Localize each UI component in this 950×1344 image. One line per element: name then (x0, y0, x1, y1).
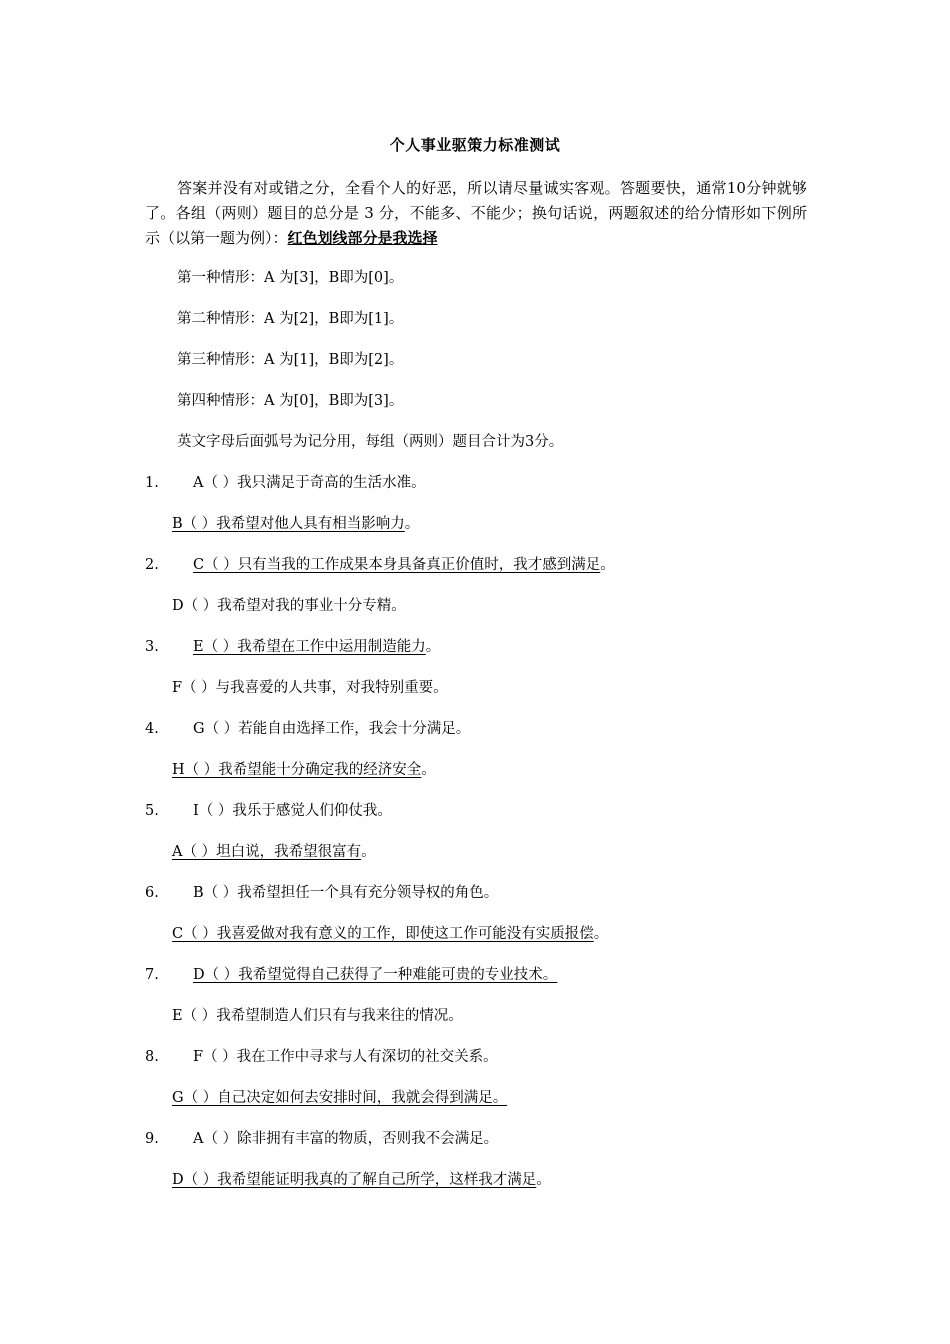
selected-option-text: D（ ）我希望能证明我真的了解自己所学，这样我才满足 (172, 1172, 537, 1188)
selected-option-text: E（ ）我希望在工作中运用制造能力 (193, 639, 426, 655)
question-2-b (172, 594, 406, 615)
question-number: 1. (145, 475, 159, 491)
question-number: 2. (145, 557, 159, 573)
option-text: B（ ）我希望担任一个具有充分领导权的角色。 (193, 885, 499, 901)
selected-option-text: H（ ）我希望能十分确定我的经济安全 (172, 762, 422, 778)
punctuation: 。 (536, 1172, 551, 1188)
case-line: 第四种情形：A 为[0]，B即为[3]。 (177, 393, 404, 409)
punctuation: 。 (404, 516, 420, 532)
question-1-a (145, 471, 426, 492)
punctuation: 。 (425, 639, 441, 655)
question-2-a (145, 553, 615, 574)
question-3-a (145, 635, 440, 656)
question-9-b (172, 1168, 551, 1189)
page-title: 个人事业驱策力标准测试 (389, 136, 561, 154)
question-9-a (145, 1127, 498, 1148)
selected-option-text: D（ ）我希望觉得自己获得了一种难能可贵的专业技术。 (193, 967, 558, 983)
option-text: A（ ）除非拥有丰富的物质，否则我不会满足。 (193, 1131, 499, 1147)
option-text: I（ ）我乐于感觉人们仰仗我。 (193, 803, 392, 819)
selected-option-text: C（ ）只有当我的工作成果本身具备真正价值时，我才感到满足 (193, 557, 601, 573)
punctuation: 。 (600, 557, 615, 573)
punctuation: 。 (361, 844, 376, 860)
selected-option-text: A（ ）坦白说，我希望很富有 (172, 844, 362, 860)
intro-paragraph (145, 176, 807, 251)
question-number: 7. (145, 967, 159, 983)
scoring-note: 英文字母后面弧号为记分用，每组（两则）题目合计为3分。 (177, 434, 564, 450)
question-1-b (172, 512, 419, 533)
question-5-b (172, 840, 376, 861)
question-4-b (172, 758, 436, 779)
selected-option-text: G（ ）自己决定如何去安排时间，我就会得到满足。 (172, 1090, 508, 1106)
selected-option-text: C（ ）我喜爱做对我有意义的工作，即使这工作可能没有实质报偿 (172, 926, 594, 942)
question-number: 6. (145, 885, 159, 901)
punctuation: 。 (421, 762, 436, 778)
question-6-a (145, 881, 498, 902)
question-number: 4. (145, 721, 159, 737)
option-text: F（ ）与我喜爱的人共事，对我特别重要。 (172, 680, 448, 696)
question-3-b (172, 676, 448, 697)
option-text: D（ ）我希望对我的事业十分专精。 (172, 598, 406, 614)
punctuation: 。 (593, 926, 609, 942)
question-6-b (172, 922, 608, 943)
question-number: 9. (145, 1131, 159, 1147)
option-text: G（ ）若能自由选择工作，我会十分满足。 (193, 721, 471, 737)
case-line: 第二种情形：A 为[2]，B即为[1]。 (177, 311, 404, 327)
option-text: A（ ）我只满足于奇高的生活水准。 (193, 475, 426, 491)
intro-highlight: 红色划线部分是我选择 (287, 229, 438, 247)
question-number: 5. (145, 803, 159, 819)
option-text: F（ ）我在工作中寻求与人有深切的社交关系。 (193, 1049, 498, 1065)
question-8-b (172, 1086, 507, 1107)
question-7-b (172, 1004, 463, 1025)
question-8-a (145, 1045, 498, 1066)
question-number: 3. (145, 639, 159, 655)
case-line: 第三种情形：A 为[1]，B即为[2]。 (177, 352, 404, 368)
question-7-a (145, 963, 557, 984)
selected-option-text: B（ ）我希望对他人具有相当影响力 (172, 516, 405, 532)
option-text: E（ ）我希望制造人们只有与我来往的情况。 (172, 1008, 463, 1024)
intro-text: 答案并没有对或错之分，全看个人的好恶，所以请尽量诚实客观。答题要快，通常10分钟就够了。各组（两则）题目的总分是 3 分，不能多、不能少；换句话说，两题叙述的给分情形如下例所示（以第一题为例）： (145, 179, 807, 247)
question-number: 8. (145, 1049, 159, 1065)
case-line: 第一种情形：A 为[3]，B即为[0]。 (177, 270, 404, 286)
question-5-a (145, 799, 392, 820)
question-4-a (145, 717, 470, 738)
